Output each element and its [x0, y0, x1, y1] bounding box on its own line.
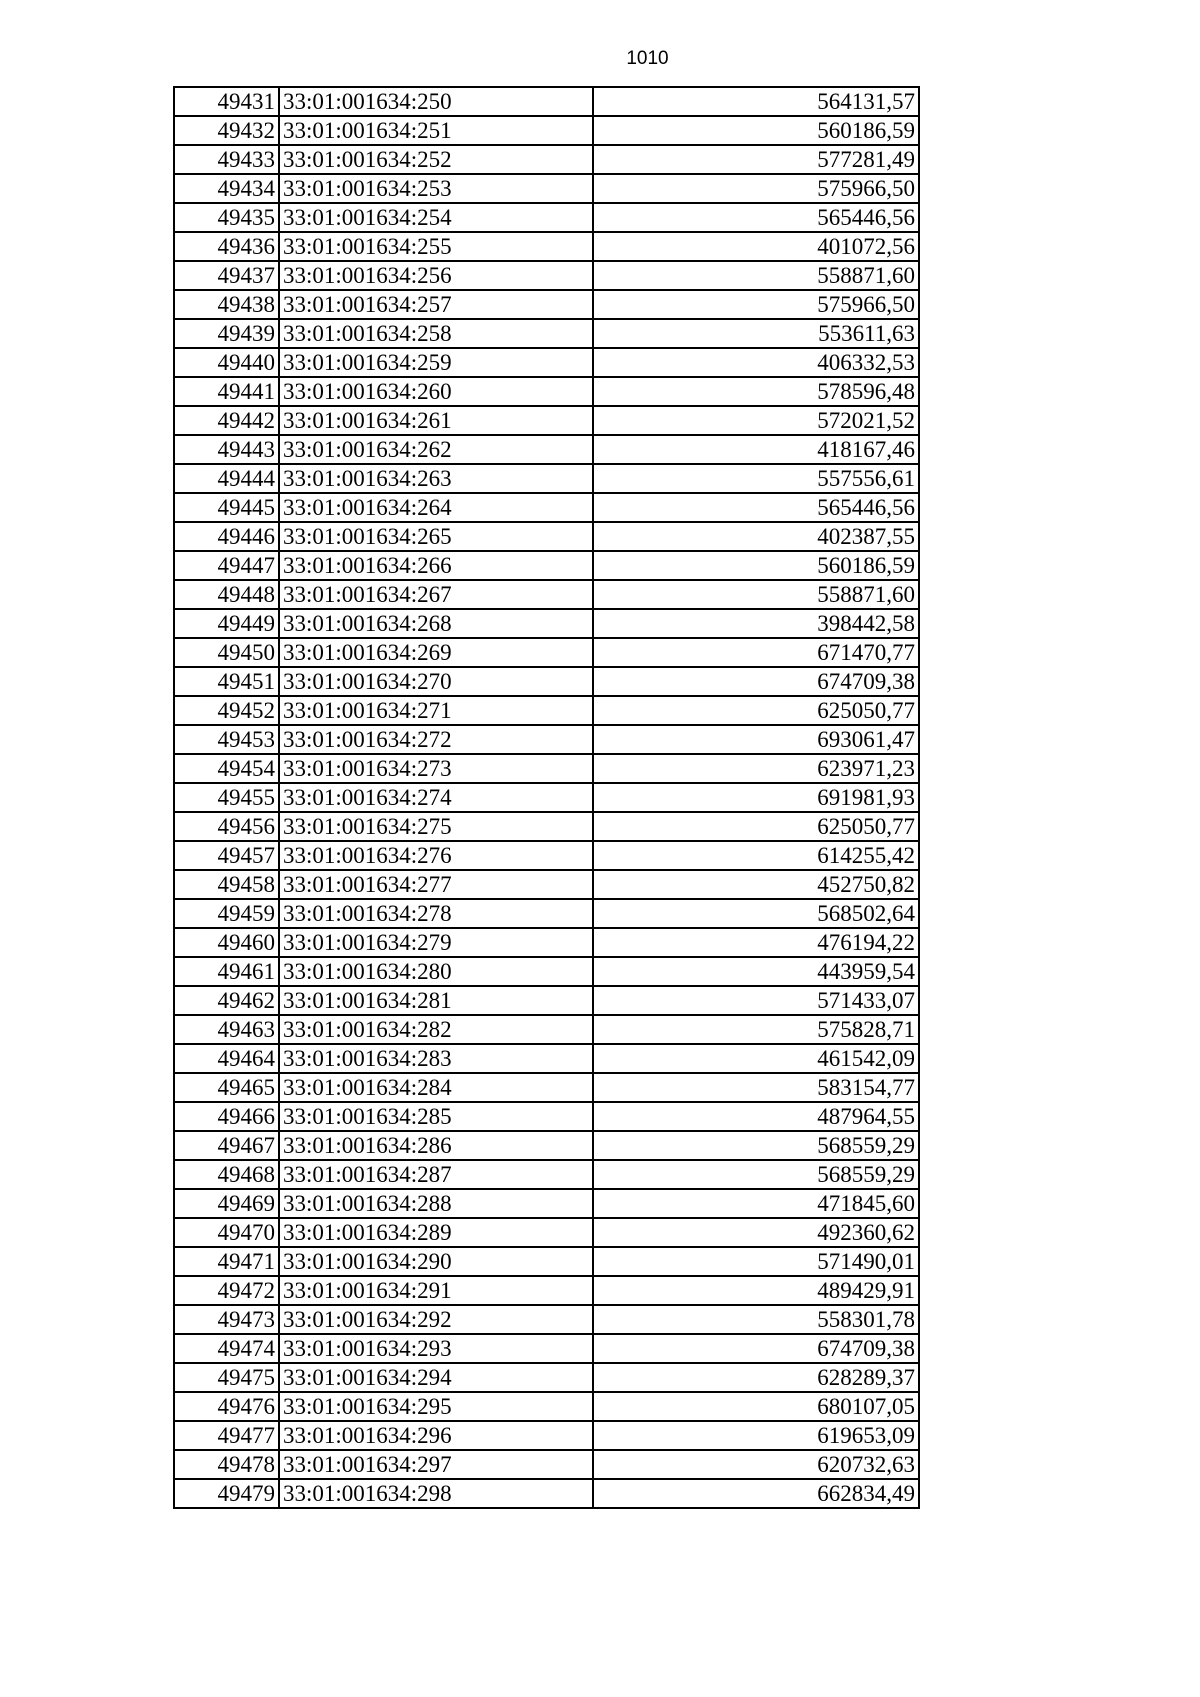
cadastral-value-cell: 583154,77: [593, 1073, 919, 1102]
cadastral-value-cell: 680107,05: [593, 1392, 919, 1421]
table-body: [174, 87, 919, 1508]
cadastral-value-cell: 401072,56: [593, 232, 919, 261]
cadastral-value-cell: 398442,58: [593, 609, 919, 638]
cadastral-number-cell: 33:01:001634:258: [279, 319, 593, 348]
cadastral-value-cell: 492360,62: [593, 1218, 919, 1247]
cadastral-number-cell: 33:01:001634:267: [279, 580, 593, 609]
cadastral-number-cell: 33:01:001634:273: [279, 754, 593, 783]
cadastral-number-cell: 33:01:001634:295: [279, 1392, 593, 1421]
cadastral-value-cell: 568502,64: [593, 899, 919, 928]
table-row: [174, 116, 919, 145]
row-number-cell: 49477: [174, 1421, 279, 1450]
cadastral-number-cell: 33:01:001634:261: [279, 406, 593, 435]
row-number-cell: 49475: [174, 1363, 279, 1392]
cadastral-number-cell: 33:01:001634:252: [279, 145, 593, 174]
table-row: [174, 522, 919, 551]
row-number-cell: 49445: [174, 493, 279, 522]
table-row: [174, 232, 919, 261]
cadastral-value-cell: 553611,63: [593, 319, 919, 348]
table-row: [174, 957, 919, 986]
cadastral-number-cell: 33:01:001634:251: [279, 116, 593, 145]
row-number-cell: 49472: [174, 1276, 279, 1305]
row-number-cell: 49471: [174, 1247, 279, 1276]
cadastral-value-cell: 620732,63: [593, 1450, 919, 1479]
table-row: [174, 928, 919, 957]
cadastral-value-cell: 614255,42: [593, 841, 919, 870]
cadastral-number-cell: 33:01:001634:285: [279, 1102, 593, 1131]
row-number-cell: 49432: [174, 116, 279, 145]
table-row: [174, 1160, 919, 1189]
table-row: [174, 1421, 919, 1450]
row-number-cell: 49458: [174, 870, 279, 899]
cadastral-value-cell: 560186,59: [593, 551, 919, 580]
table-row: [174, 1189, 919, 1218]
cadastral-number-cell: 33:01:001634:269: [279, 638, 593, 667]
cadastral-value-cell: 568559,29: [593, 1160, 919, 1189]
cadastral-number-cell: 33:01:001634:288: [279, 1189, 593, 1218]
table-row: [174, 493, 919, 522]
cadastral-value-cell: 693061,47: [593, 725, 919, 754]
cadastral-number-cell: 33:01:001634:266: [279, 551, 593, 580]
cadastral-value-cell: 406332,53: [593, 348, 919, 377]
cadastral-number-cell: 33:01:001634:272: [279, 725, 593, 754]
cadastral-value-cell: 625050,77: [593, 812, 919, 841]
table-row: [174, 580, 919, 609]
cadastral-number-cell: 33:01:001634:268: [279, 609, 593, 638]
row-number-cell: 49443: [174, 435, 279, 464]
row-number-cell: 49435: [174, 203, 279, 232]
table-row: [174, 1276, 919, 1305]
cadastral-value-cell: 619653,09: [593, 1421, 919, 1450]
cadastral-number-cell: 33:01:001634:282: [279, 1015, 593, 1044]
row-number-cell: 49457: [174, 841, 279, 870]
table-row: [174, 609, 919, 638]
row-number-cell: 49431: [174, 87, 279, 116]
row-number-cell: 49456: [174, 812, 279, 841]
row-number-cell: 49470: [174, 1218, 279, 1247]
cadastral-value-cell: 461542,09: [593, 1044, 919, 1073]
table-row: [174, 1392, 919, 1421]
cadastral-value-cell: 568559,29: [593, 1131, 919, 1160]
table-row: [174, 899, 919, 928]
row-number-cell: 49442: [174, 406, 279, 435]
cadastral-number-cell: 33:01:001634:278: [279, 899, 593, 928]
cadastral-value-cell: 674709,38: [593, 1334, 919, 1363]
cadastral-number-cell: 33:01:001634:274: [279, 783, 593, 812]
table-row: [174, 174, 919, 203]
cadastral-value-cell: 578596,48: [593, 377, 919, 406]
cadastral-value-cell: 558871,60: [593, 261, 919, 290]
cadastral-value-cell: 571433,07: [593, 986, 919, 1015]
cadastral-number-cell: 33:01:001634:263: [279, 464, 593, 493]
cadastral-value-cell: 572021,52: [593, 406, 919, 435]
cadastral-number-cell: 33:01:001634:292: [279, 1305, 593, 1334]
cadastral-number-cell: 33:01:001634:290: [279, 1247, 593, 1276]
cadastral-value-cell: 471845,60: [593, 1189, 919, 1218]
cadastral-number-cell: 33:01:001634:276: [279, 841, 593, 870]
cadastral-value-cell: 565446,56: [593, 203, 919, 232]
table-row: [174, 203, 919, 232]
table-row: [174, 1305, 919, 1334]
cadastral-value-cell: 575966,50: [593, 290, 919, 319]
cadastral-number-cell: 33:01:001634:297: [279, 1450, 593, 1479]
cadastral-number-cell: 33:01:001634:294: [279, 1363, 593, 1392]
cadastral-number-cell: 33:01:001634:296: [279, 1421, 593, 1450]
row-number-cell: 49454: [174, 754, 279, 783]
cadastral-number-cell: 33:01:001634:287: [279, 1160, 593, 1189]
cadastral-number-cell: 33:01:001634:283: [279, 1044, 593, 1073]
table-row: [174, 1015, 919, 1044]
row-number-cell: 49460: [174, 928, 279, 957]
row-number-cell: 49465: [174, 1073, 279, 1102]
cadastral-number-cell: 33:01:001634:280: [279, 957, 593, 986]
cadastral-value-cell: 575966,50: [593, 174, 919, 203]
table-row: [174, 725, 919, 754]
row-number-cell: 49455: [174, 783, 279, 812]
cadastral-value-cell: 452750,82: [593, 870, 919, 899]
table-row: [174, 783, 919, 812]
cadastral-value-cell: 628289,37: [593, 1363, 919, 1392]
table-row: [174, 667, 919, 696]
cadastral-number-cell: 33:01:001634:265: [279, 522, 593, 551]
table-row: [174, 1102, 919, 1131]
cadastral-value-cell: 662834,49: [593, 1479, 919, 1508]
cadastral-number-cell: 33:01:001634:286: [279, 1131, 593, 1160]
cadastral-value-cell: 575828,71: [593, 1015, 919, 1044]
table-row: [174, 986, 919, 1015]
table-row: [174, 435, 919, 464]
cadastral-number-cell: 33:01:001634:277: [279, 870, 593, 899]
cadastral-number-cell: 33:01:001634:270: [279, 667, 593, 696]
cadastral-value-cell: 443959,54: [593, 957, 919, 986]
cadastral-value-cell: 476194,22: [593, 928, 919, 957]
cadastral-value-cell: 487964,55: [593, 1102, 919, 1131]
row-number-cell: 49447: [174, 551, 279, 580]
table-row: [174, 145, 919, 174]
cadastral-number-cell: 33:01:001634:293: [279, 1334, 593, 1363]
cadastral-number-cell: 33:01:001634:256: [279, 261, 593, 290]
cadastral-value-cell: 558301,78: [593, 1305, 919, 1334]
cadastral-number-cell: 33:01:001634:253: [279, 174, 593, 203]
table-row: [174, 551, 919, 580]
cadastral-value-cell: 674709,38: [593, 667, 919, 696]
cadastral-number-cell: 33:01:001634:281: [279, 986, 593, 1015]
row-number-cell: 49453: [174, 725, 279, 754]
table-row: [174, 290, 919, 319]
row-number-cell: 49467: [174, 1131, 279, 1160]
cadastral-value-cell: 489429,91: [593, 1276, 919, 1305]
row-number-cell: 49461: [174, 957, 279, 986]
row-number-cell: 49436: [174, 232, 279, 261]
table-row: [174, 1131, 919, 1160]
table-row: [174, 1334, 919, 1363]
cadastral-number-cell: 33:01:001634:257: [279, 290, 593, 319]
cadastral-number-cell: 33:01:001634:254: [279, 203, 593, 232]
row-number-cell: 49464: [174, 1044, 279, 1073]
row-number-cell: 49448: [174, 580, 279, 609]
row-number-cell: 49476: [174, 1392, 279, 1421]
cadastral-value-cell: 671470,77: [593, 638, 919, 667]
row-number-cell: 49466: [174, 1102, 279, 1131]
row-number-cell: 49459: [174, 899, 279, 928]
row-number-cell: 49438: [174, 290, 279, 319]
row-number-cell: 49439: [174, 319, 279, 348]
cadastral-value-cell: 691981,93: [593, 783, 919, 812]
table-row: [174, 1044, 919, 1073]
row-number-cell: 49440: [174, 348, 279, 377]
table-row: [174, 1073, 919, 1102]
row-number-cell: 49444: [174, 464, 279, 493]
row-number-cell: 49452: [174, 696, 279, 725]
cadastral-number-cell: 33:01:001634:259: [279, 348, 593, 377]
cadastral-number-cell: 33:01:001634:262: [279, 435, 593, 464]
row-number-cell: 49434: [174, 174, 279, 203]
table-row: [174, 377, 919, 406]
cadastral-number-cell: 33:01:001634:255: [279, 232, 593, 261]
table-row: [174, 870, 919, 899]
row-number-cell: 49474: [174, 1334, 279, 1363]
page-number: 1010: [626, 48, 669, 69]
table-row: [174, 319, 919, 348]
cadastral-number-cell: 33:01:001634:264: [279, 493, 593, 522]
row-number-cell: 49449: [174, 609, 279, 638]
cadastral-value-cell: 625050,77: [593, 696, 919, 725]
table-row: [174, 348, 919, 377]
row-number-cell: 49479: [174, 1479, 279, 1508]
cadastral-value-cell: 402387,55: [593, 522, 919, 551]
row-number-cell: 49468: [174, 1160, 279, 1189]
table-row: [174, 638, 919, 667]
table-row: [174, 1450, 919, 1479]
row-number-cell: 49437: [174, 261, 279, 290]
cadastral-number-cell: 33:01:001634:284: [279, 1073, 593, 1102]
cadastral-number-cell: 33:01:001634:250: [279, 87, 593, 116]
row-number-cell: 49473: [174, 1305, 279, 1334]
cadastral-value-cell: 564131,57: [593, 87, 919, 116]
table-row: [174, 1363, 919, 1392]
cadastral-number-cell: 33:01:001634:289: [279, 1218, 593, 1247]
table-row: [174, 1479, 919, 1508]
cadastral-value-cell: 560186,59: [593, 116, 919, 145]
table-row: [174, 1218, 919, 1247]
cadastral-value-cell: 577281,49: [593, 145, 919, 174]
cadastral-value-cell: 565446,56: [593, 493, 919, 522]
cadastral-number-cell: 33:01:001634:260: [279, 377, 593, 406]
cadastral-value-cell: 571490,01: [593, 1247, 919, 1276]
row-number-cell: 49451: [174, 667, 279, 696]
cadastral-number-cell: 33:01:001634:279: [279, 928, 593, 957]
cadastral-value-cell: 418167,46: [593, 435, 919, 464]
cadastral-value-cell: 557556,61: [593, 464, 919, 493]
cadastral-value-cell: 623971,23: [593, 754, 919, 783]
row-number-cell: 49478: [174, 1450, 279, 1479]
table-row: [174, 696, 919, 725]
row-number-cell: 49469: [174, 1189, 279, 1218]
row-number-cell: 49446: [174, 522, 279, 551]
table-row: [174, 841, 919, 870]
cadastral-number-cell: 33:01:001634:271: [279, 696, 593, 725]
table-row: [174, 87, 919, 116]
table-row: [174, 1247, 919, 1276]
row-number-cell: 49441: [174, 377, 279, 406]
row-number-cell: 49463: [174, 1015, 279, 1044]
cadastral-value-cell: 558871,60: [593, 580, 919, 609]
cadastral-number-cell: 33:01:001634:298: [279, 1479, 593, 1508]
cadastral-number-cell: 33:01:001634:291: [279, 1276, 593, 1305]
cadastral-value-table: [173, 86, 920, 1509]
row-number-cell: 49462: [174, 986, 279, 1015]
table-row: [174, 812, 919, 841]
table-row: [174, 754, 919, 783]
row-number-cell: 49433: [174, 145, 279, 174]
table-row: [174, 261, 919, 290]
table-row: [174, 406, 919, 435]
row-number-cell: 49450: [174, 638, 279, 667]
table-row: [174, 464, 919, 493]
cadastral-number-cell: 33:01:001634:275: [279, 812, 593, 841]
